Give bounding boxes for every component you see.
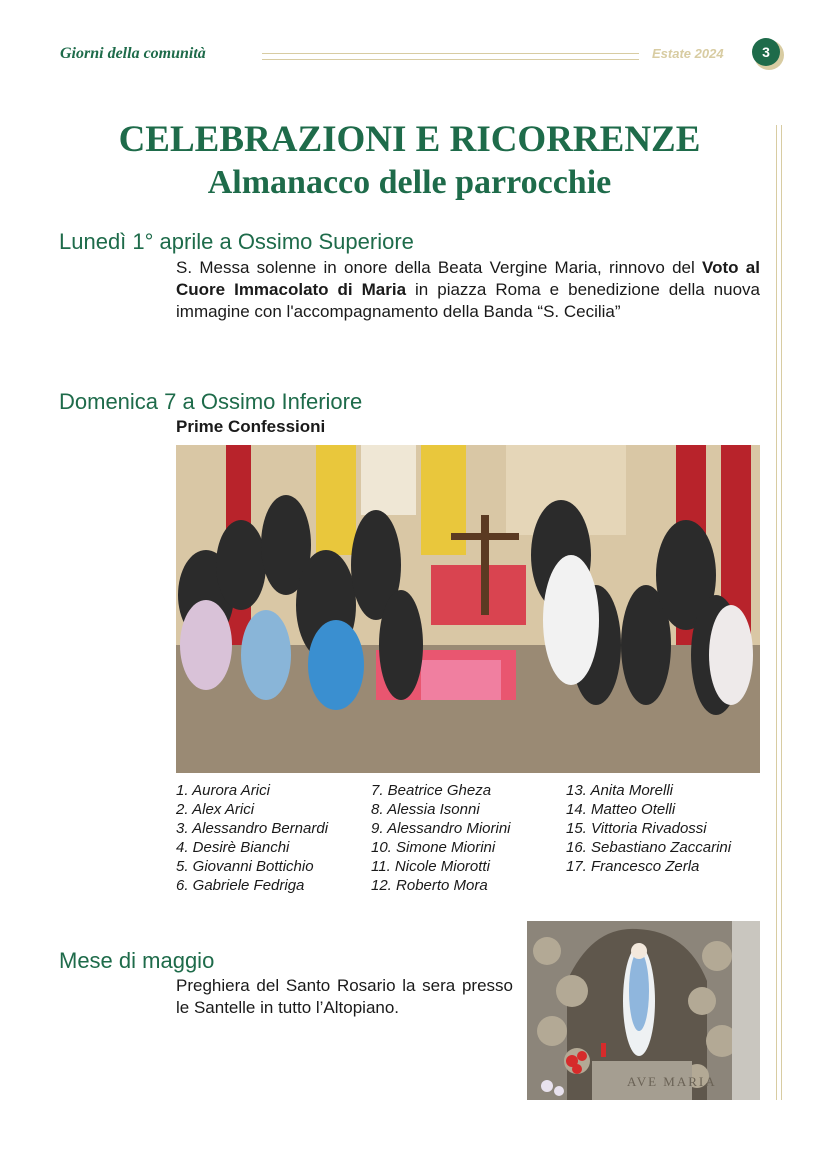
list-item: 12. Roberto Mora: [371, 877, 488, 894]
group-photo-illustration: [176, 445, 760, 773]
publication-name: Giorni della comunità: [60, 45, 206, 62]
page-number-badge: 3: [752, 38, 780, 66]
list-item: 16. Sebastiano Zaccarini: [566, 839, 732, 856]
list-item: 6. Gabriele Fedriga: [176, 877, 305, 894]
list-item: 15. Vittoria Rivadossi: [566, 820, 707, 837]
list-item: 9. Alessandro Miorini: [371, 820, 511, 837]
names-list-column-2: [371, 781, 561, 895]
grotto-photo: [527, 921, 760, 1100]
names-list-column-1: [176, 781, 366, 895]
list-item: 17. Francesco Zerla: [566, 858, 700, 875]
section-subheading: Prime Confessioni: [176, 417, 326, 436]
group-photo: [176, 445, 760, 773]
list-item: 11. Nicole Miorotti: [371, 858, 490, 875]
section-heading-confessions: Domenica 7 a Ossimo Inferiore: [59, 389, 363, 414]
list-item: 4. Desirè Bianchi: [176, 839, 290, 856]
grotto-inscription: AVE MARIA: [627, 1074, 717, 1089]
section-text-april: [176, 257, 760, 323]
section-heading-may: Mese di maggio: [59, 948, 215, 973]
list-item: 8. Alessia Isonni: [371, 801, 480, 818]
list-item: 3. Alessandro Bernardi: [176, 820, 329, 837]
section-text-may: Preghiera del Santo Rosario la sera presso le Santelle in tutto l’Altopiano.: [176, 976, 513, 1017]
page-title: CELEBRAZIONI E RICORRENZE: [118, 119, 701, 160]
text-bold: Voto al Cuore Immacolato di Maria: [176, 258, 760, 299]
list-item: 10. Simone Miorini: [371, 839, 496, 856]
list-item: 14. Matteo Otelli: [566, 801, 676, 818]
list-item: 7. Beatrice Gheza: [371, 782, 492, 799]
page-subtitle: Almanacco delle parrocchie: [207, 164, 612, 201]
side-rule: [776, 125, 782, 1100]
text-part: S. Messa solenne in onore della Beata Vergine Maria, rinnovo del: [176, 258, 703, 277]
names-list-column-3: [566, 781, 761, 876]
section-heading-april: Lunedì 1° aprile a Ossimo Superiore: [59, 229, 414, 254]
list-item: 2. Alex Arici: [176, 801, 255, 818]
list-item: 13. Anita Morelli: [566, 782, 673, 799]
list-item: 5. Giovanni Bottichio: [176, 858, 314, 875]
list-item: 1. Aurora Arici: [176, 782, 270, 799]
grotto-illustration: [527, 921, 760, 1100]
issue-label: Estate 2024: [652, 46, 724, 61]
text-part: in piazza Roma e benedizione della nuova immagine con l'accompagnamento della Banda “S. Cecilia”: [176, 280, 760, 321]
header-rule: [262, 53, 639, 60]
